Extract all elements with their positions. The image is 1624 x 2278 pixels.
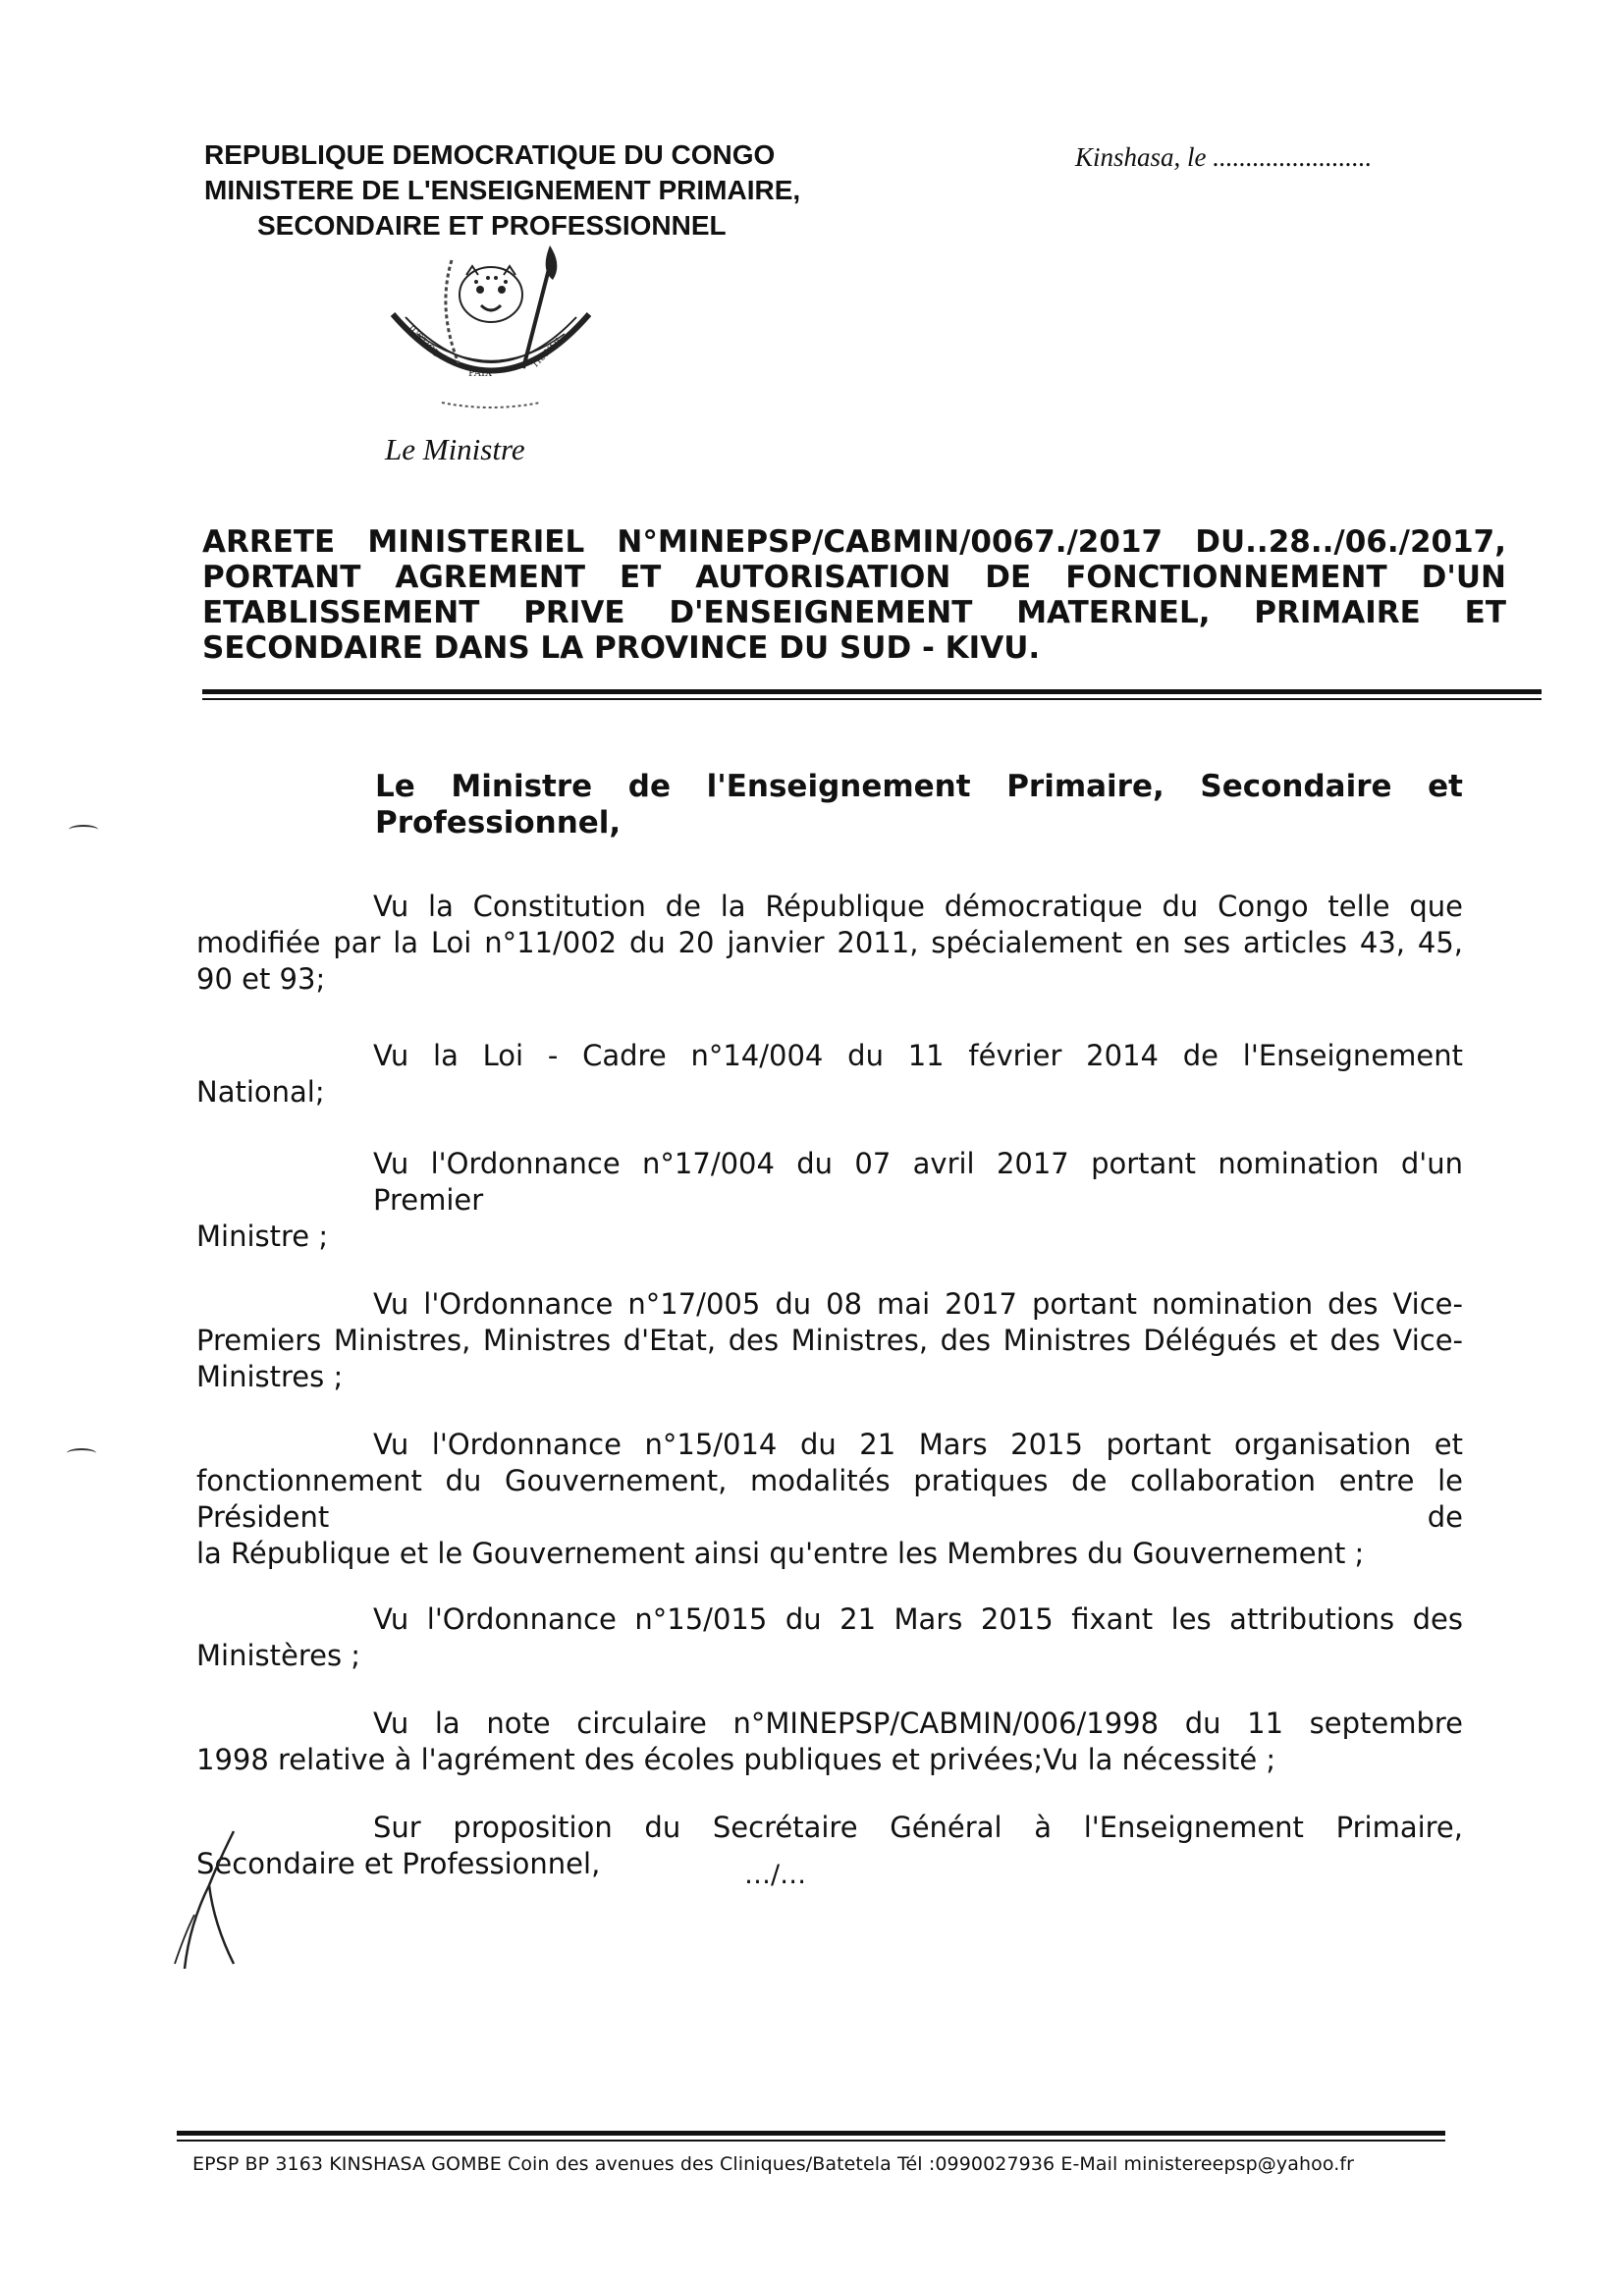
paragraph-line: Vu l'Ordonnance n°15/015 du 21 Mars 2015 fixant les attributions des	[373, 1602, 1463, 1636]
decree-title-line: ETABLISSEMENT PRIVE D'ENSEIGNEMENT MATERNEL, PRIMAIRE ET	[202, 595, 1506, 630]
handwritten-initials-icon	[165, 1826, 253, 1974]
paragraph-line: Secondaire et Professionnel,	[196, 1847, 601, 1880]
paragraph-line: Vu la note circulaire n°MINEPSP/CABMIN/006/1998 du 11 septembre	[373, 1707, 1463, 1740]
paragraph-line: Vu la Constitution de la République démocratique du Congo telle que	[373, 890, 1463, 923]
paragraph-line: National;	[196, 1075, 325, 1109]
footer-divider-thin	[177, 2140, 1445, 2142]
emblem-motto-justice: JUSTICE	[405, 324, 441, 359]
intro-line: Professionnel,	[375, 805, 622, 841]
decree-title-line: PORTANT AGREMENT ET AUTORISATION DE FONCTIONNEMENT D'UN	[202, 560, 1506, 595]
paragraph-line: Ministre ;	[196, 1220, 329, 1253]
paragraph-line: la République et le Gouvernement ainsi qu'entre les Membres du Gouvernement ;	[196, 1537, 1365, 1570]
emblem-motto-peace: PAIX	[468, 368, 493, 379]
title-divider-thin	[202, 698, 1542, 700]
coat-of-arms-leopard-icon	[378, 241, 604, 417]
paragraph-line: Vu la Loi - Cadre n°14/004 du 11 février 2014 de l'Enseignement	[373, 1039, 1463, 1072]
country-name: REPUBLIQUE DEMOCRATIQUE DU CONGO	[204, 139, 776, 170]
decree-title-line: SECONDAIRE DANS LA PROVINCE DU SUD - KIVU.	[202, 630, 1041, 666]
intro-line: Le Ministre de l'Enseignement Primaire, Secondaire et	[375, 769, 1463, 804]
paragraph-line: Ministères ;	[196, 1639, 361, 1672]
paragraph-line: Vu l'Ordonnance n°17/004 du 07 avril 2017 portant nomination d'un Premier	[373, 1147, 1463, 1217]
ministry-name: MINISTERE DE L'ENSEIGNEMENT PRIMAIRE,	[204, 175, 801, 205]
title-divider	[202, 689, 1542, 694]
consideration-paragraph	[196, 1146, 1463, 1255]
margin-punch-mark	[69, 825, 98, 835]
minister-caption: Le Ministre	[385, 432, 525, 466]
consideration-paragraph	[196, 1706, 1463, 1778]
emblem-motto-work: TRAVAIL	[530, 335, 566, 371]
consideration-paragraph	[196, 889, 1463, 998]
paragraph-line: Ministres ;	[196, 1360, 344, 1393]
intro-minister	[375, 769, 1463, 841]
margin-punch-mark	[67, 1448, 96, 1458]
consideration-paragraph	[196, 1810, 1463, 1882]
paragraph-line: modifiée par la Loi n°11/002 du 20 janvier 2011, spécialement en ses articles 43, 45,	[196, 926, 1463, 959]
paragraph-line: Vu l'Ordonnance n°17/005 du 08 mai 2017 portant nomination des Vice-	[373, 1287, 1463, 1321]
consideration-paragraph	[196, 1038, 1463, 1111]
decree-title	[202, 524, 1506, 666]
paragraph-line: 1998 relative à l'agrément des écoles publiques et privées;Vu la nécessité ;	[196, 1743, 1276, 1776]
consideration-paragraph	[196, 1601, 1463, 1674]
paragraph-line: Vu l'Ordonnance n°15/014 du 21 Mars 2015 portant organisation et	[373, 1428, 1463, 1461]
considerations-list	[196, 889, 1463, 1882]
footer-divider	[177, 2131, 1445, 2136]
decree-title-line: ARRETE MINISTERIEL N°MINEPSP/CABMIN/0067./2017 DU..28../06./2017,	[202, 524, 1506, 560]
consideration-paragraph	[196, 1286, 1463, 1395]
paragraph-line: 90 et 93;	[196, 962, 326, 996]
footer-address: EPSP BP 3163 KINSHASA GOMBE Coin des avenues des Cliniques/Batetela Tél :0990027936 E-Mail ministereepsp@yahoo.fr	[192, 2153, 1355, 2175]
place-date: Kinshasa, le ........................	[1075, 142, 1373, 172]
ministry-name-continued: SECONDAIRE ET PROFESSIONNEL	[257, 210, 727, 241]
paragraph-line: Sur proposition du Secrétaire Général à l'Enseignement Primaire,	[373, 1811, 1463, 1844]
consideration-paragraph	[196, 1427, 1463, 1572]
paragraph-line: fonctionnement du Gouvernement, modalités pratiques de collaboration entre le Président de	[196, 1464, 1463, 1534]
paragraph-line: Premiers Ministres, Ministres d'Etat, des Ministres, des Ministres Délégués et des Vice-	[196, 1324, 1463, 1357]
continued-mark: …/…	[744, 1860, 807, 1890]
